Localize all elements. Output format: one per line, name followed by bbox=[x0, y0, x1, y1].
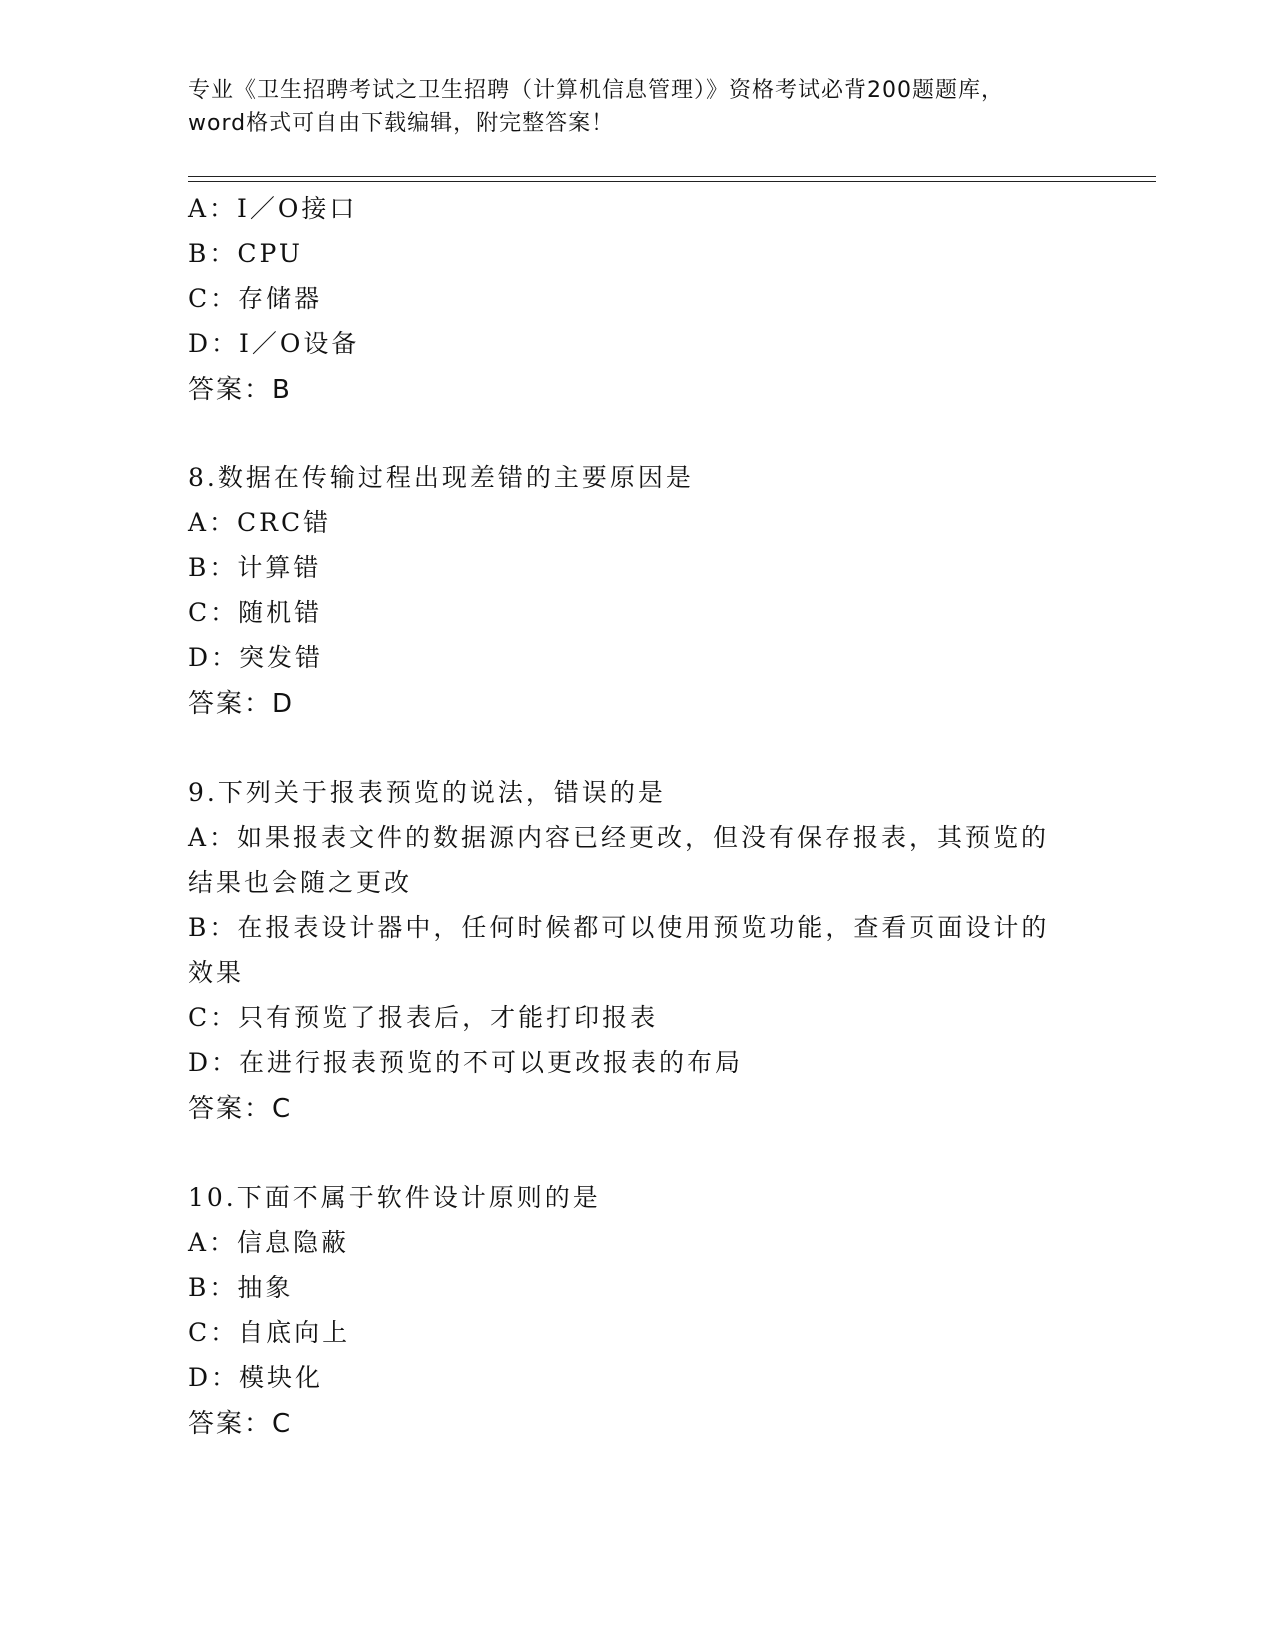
q8-answer: 答案：D bbox=[188, 689, 295, 719]
q10-option-b: B：抽象 bbox=[188, 1273, 294, 1302]
q7-option-a: A：I／O接口 bbox=[188, 194, 358, 223]
document-header bbox=[188, 74, 1088, 140]
q9-option-c: C：只有预览了报表后，才能打印报表 bbox=[188, 1003, 659, 1032]
q7-option-c: C：存储器 bbox=[188, 284, 323, 313]
header-line-2: word格式可自由下载编辑，附完整答案！ bbox=[188, 111, 615, 136]
q9-option-b-line1: B：在报表设计器中，任何时候都可以使用预览功能，查看页面设计的 bbox=[188, 913, 1050, 942]
q8-option-c: C：随机错 bbox=[188, 598, 323, 627]
header-rule-bottom bbox=[188, 181, 1156, 182]
q9-option-d: D：在进行报表预览的不可以更改报表的布局 bbox=[188, 1048, 744, 1077]
q9-option-a-line1: A：如果报表文件的数据源内容已经更改，但没有保存报表，其预览的 bbox=[188, 823, 1050, 852]
q9-question: 9.下列关于报表预览的说法，错误的是 bbox=[188, 778, 666, 807]
q7-option-d: D：I／O设备 bbox=[188, 329, 360, 358]
q9-answer: 答案：C bbox=[188, 1094, 293, 1124]
q10-answer: 答案：C bbox=[188, 1409, 293, 1439]
q10-option-d: D：模块化 bbox=[188, 1363, 324, 1392]
header-line-1: 专业《卫生招聘考试之卫生招聘（计算机信息管理）》资格考试必背200题题库， bbox=[188, 78, 1004, 103]
q7-answer: 答案：B bbox=[188, 375, 292, 405]
q7-option-b: B：CPU bbox=[188, 239, 303, 268]
q8-option-b: B：计算错 bbox=[188, 553, 322, 582]
q9-option-a-line2: 结果也会随之更改 bbox=[188, 868, 413, 897]
q10-question: 10.下面不属于软件设计原则的是 bbox=[188, 1183, 601, 1212]
q10-option-a: A：信息隐蔽 bbox=[188, 1228, 350, 1257]
q8-option-d: D：突发错 bbox=[188, 643, 324, 672]
header-rule-top bbox=[188, 176, 1156, 177]
q10-option-c: C：自底向上 bbox=[188, 1318, 351, 1347]
q8-option-a: A：CRC错 bbox=[188, 508, 332, 537]
q9-option-b-line2: 效果 bbox=[188, 958, 245, 987]
q8-question: 8.数据在传输过程出现差错的主要原因是 bbox=[188, 463, 694, 492]
